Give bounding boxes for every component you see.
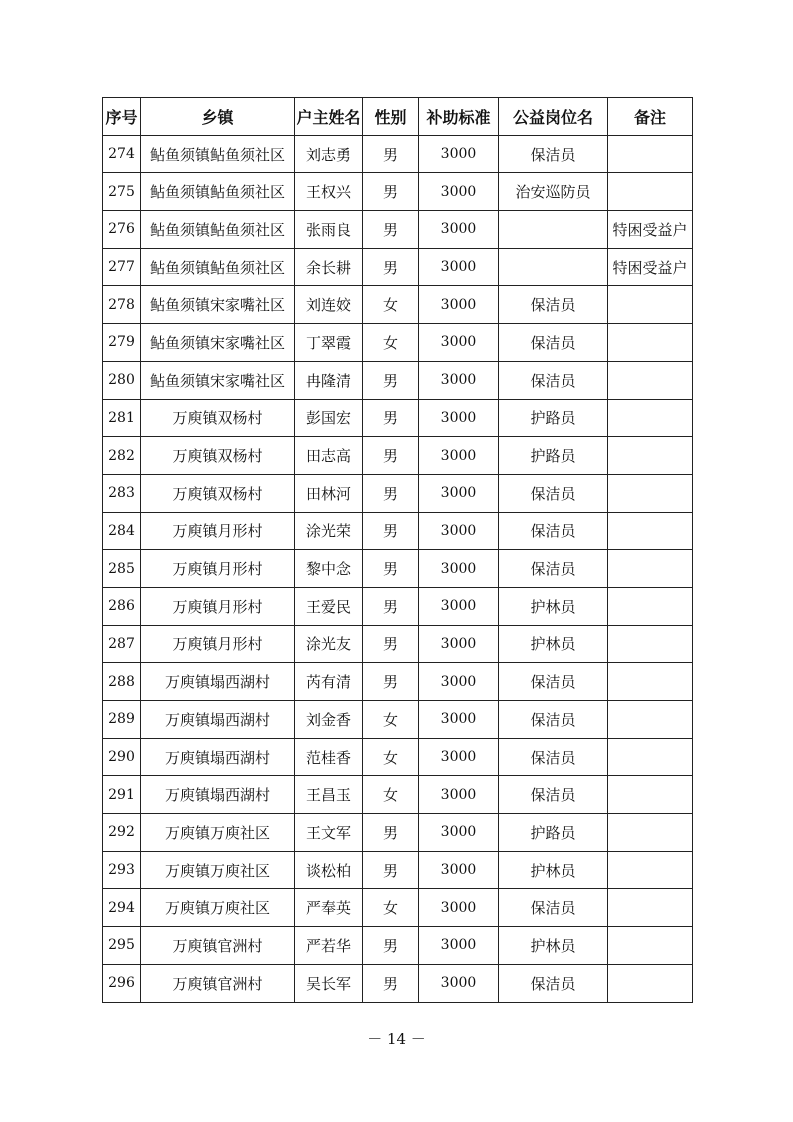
cell-col-position: 保洁员: [499, 135, 608, 173]
cell-col-gender: 女: [363, 738, 419, 776]
table-row: [103, 851, 693, 889]
cell-col-remarks: [608, 550, 693, 588]
cell-col-town: 万庾镇万庾社区: [141, 814, 295, 852]
cell-col-position: [499, 248, 608, 286]
cell-col-subsidy: 3000: [419, 550, 499, 588]
cell-col-subsidy: 3000: [419, 701, 499, 739]
cell-col-town: 鲇鱼须镇鲇鱼须社区: [141, 173, 295, 211]
cell-col-subsidy: 3000: [419, 437, 499, 475]
cell-col-remarks: [608, 889, 693, 927]
cell-col-subsidy: 3000: [419, 211, 499, 249]
cell-col-position: 保洁员: [499, 324, 608, 362]
cell-col-index: 274: [103, 135, 141, 173]
cell-col-householder: 丁翠霞: [295, 324, 363, 362]
cell-col-index: 290: [103, 738, 141, 776]
table-row: [103, 173, 693, 211]
cell-col-remarks: [608, 663, 693, 701]
cell-col-subsidy: 3000: [419, 776, 499, 814]
header-col-gender: 性别: [363, 98, 419, 136]
cell-col-position: 保洁员: [499, 663, 608, 701]
cell-col-index: 280: [103, 361, 141, 399]
table-row: [103, 701, 693, 739]
cell-col-householder: 谈松柏: [295, 851, 363, 889]
cell-col-position: 护路员: [499, 814, 608, 852]
cell-col-position: 保洁员: [499, 738, 608, 776]
cell-col-subsidy: 3000: [419, 738, 499, 776]
header-col-position: 公益岗位名: [499, 98, 608, 136]
cell-col-index: 292: [103, 814, 141, 852]
cell-col-gender: 女: [363, 701, 419, 739]
cell-col-remarks: [608, 399, 693, 437]
cell-col-subsidy: 3000: [419, 625, 499, 663]
cell-col-gender: 男: [363, 587, 419, 625]
cell-col-gender: 女: [363, 286, 419, 324]
cell-col-remarks: [608, 437, 693, 475]
cell-col-position: 保洁员: [499, 474, 608, 512]
cell-col-gender: 男: [363, 135, 419, 173]
cell-col-subsidy: 3000: [419, 927, 499, 965]
cell-col-remarks: [608, 135, 693, 173]
table-row: [103, 587, 693, 625]
cell-col-index: 277: [103, 248, 141, 286]
table-row: [103, 324, 693, 362]
cell-col-index: 275: [103, 173, 141, 211]
cell-col-index: 276: [103, 211, 141, 249]
cell-col-position: 护路员: [499, 437, 608, 475]
cell-col-town: 万庾镇塌西湖村: [141, 663, 295, 701]
cell-col-position: 保洁员: [499, 361, 608, 399]
cell-col-remarks: [608, 625, 693, 663]
cell-col-index: 284: [103, 512, 141, 550]
table-row: [103, 437, 693, 475]
cell-col-index: 287: [103, 625, 141, 663]
header-col-householder: 户主姓名: [295, 98, 363, 136]
cell-col-remarks: [608, 474, 693, 512]
cell-col-index: 293: [103, 851, 141, 889]
cell-col-remarks: [608, 814, 693, 852]
table-row: [103, 512, 693, 550]
cell-col-index: 282: [103, 437, 141, 475]
table-row: [103, 399, 693, 437]
cell-col-gender: 男: [363, 814, 419, 852]
cell-col-subsidy: 3000: [419, 512, 499, 550]
cell-col-remarks: [608, 851, 693, 889]
cell-col-position: 护林员: [499, 587, 608, 625]
table-row: [103, 286, 693, 324]
header-col-remarks: 备注: [608, 98, 693, 136]
cell-col-index: 289: [103, 701, 141, 739]
table-row: [103, 814, 693, 852]
cell-col-town: 万庾镇塌西湖村: [141, 738, 295, 776]
table-row: [103, 550, 693, 588]
cell-col-remarks: [608, 927, 693, 965]
table-row: [103, 248, 693, 286]
cell-col-remarks: 特困受益户: [608, 211, 693, 249]
cell-col-subsidy: 3000: [419, 324, 499, 362]
cell-col-town: 万庾镇万庾社区: [141, 889, 295, 927]
cell-col-index: 296: [103, 964, 141, 1002]
cell-col-index: 294: [103, 889, 141, 927]
table-row: [103, 927, 693, 965]
table-row: [103, 776, 693, 814]
cell-col-position: 护林员: [499, 625, 608, 663]
table-row: [103, 889, 693, 927]
cell-col-index: 291: [103, 776, 141, 814]
cell-col-index: 288: [103, 663, 141, 701]
cell-col-position: 保洁员: [499, 964, 608, 1002]
cell-col-subsidy: 3000: [419, 474, 499, 512]
cell-col-town: 鲇鱼须镇宋家嘴社区: [141, 361, 295, 399]
cell-col-householder: 范桂香: [295, 738, 363, 776]
cell-col-householder: 王爱民: [295, 587, 363, 625]
cell-col-position: 护林员: [499, 851, 608, 889]
cell-col-subsidy: 3000: [419, 248, 499, 286]
cell-col-remarks: [608, 587, 693, 625]
cell-col-town: 万庾镇官洲村: [141, 964, 295, 1002]
cell-col-remarks: [608, 361, 693, 399]
cell-col-remarks: [608, 776, 693, 814]
header-col-subsidy: 补助标准: [419, 98, 499, 136]
cell-col-gender: 男: [363, 663, 419, 701]
cell-col-remarks: [608, 512, 693, 550]
cell-col-remarks: [608, 738, 693, 776]
cell-col-subsidy: 3000: [419, 587, 499, 625]
cell-col-householder: 田志高: [295, 437, 363, 475]
cell-col-gender: 男: [363, 437, 419, 475]
cell-col-subsidy: 3000: [419, 663, 499, 701]
table-row: [103, 135, 693, 173]
cell-col-position: 保洁员: [499, 550, 608, 588]
cell-col-position: 护路员: [499, 399, 608, 437]
cell-col-subsidy: 3000: [419, 286, 499, 324]
cell-col-gender: 女: [363, 776, 419, 814]
cell-col-subsidy: 3000: [419, 964, 499, 1002]
cell-col-subsidy: 3000: [419, 399, 499, 437]
cell-col-town: 万庾镇月形村: [141, 587, 295, 625]
cell-col-index: 285: [103, 550, 141, 588]
cell-col-index: 279: [103, 324, 141, 362]
cell-col-householder: 刘连姣: [295, 286, 363, 324]
table-header-row: [103, 98, 693, 136]
cell-col-town: 鲇鱼须镇鲇鱼须社区: [141, 211, 295, 249]
cell-col-index: 278: [103, 286, 141, 324]
cell-col-position: 治安巡防员: [499, 173, 608, 211]
cell-col-position: 保洁员: [499, 701, 608, 739]
cell-col-subsidy: 3000: [419, 814, 499, 852]
cell-col-gender: 男: [363, 361, 419, 399]
cell-col-gender: 男: [363, 211, 419, 249]
cell-col-householder: 张雨良: [295, 211, 363, 249]
table-row: [103, 738, 693, 776]
cell-col-town: 万庾镇月形村: [141, 625, 295, 663]
cell-col-householder: 刘志勇: [295, 135, 363, 173]
cell-col-subsidy: 3000: [419, 135, 499, 173]
page-number: － 14 －: [367, 1030, 426, 1048]
cell-col-gender: 男: [363, 964, 419, 1002]
cell-col-householder: 芮有清: [295, 663, 363, 701]
cell-col-householder: 黎中念: [295, 550, 363, 588]
cell-col-remarks: [608, 324, 693, 362]
cell-col-position: 护林员: [499, 927, 608, 965]
header-col-town: 乡镇: [141, 98, 295, 136]
cell-col-householder: 涂光友: [295, 625, 363, 663]
cell-col-householder: 冉隆清: [295, 361, 363, 399]
cell-col-householder: 王昌玉: [295, 776, 363, 814]
cell-col-town: 万庾镇双杨村: [141, 399, 295, 437]
table-row: [103, 663, 693, 701]
cell-col-town: 鲇鱼须镇鲇鱼须社区: [141, 248, 295, 286]
cell-col-gender: 男: [363, 625, 419, 663]
cell-col-householder: 严若华: [295, 927, 363, 965]
cell-col-gender: 男: [363, 248, 419, 286]
cell-col-gender: 女: [363, 324, 419, 362]
cell-col-householder: 吴长军: [295, 964, 363, 1002]
beneficiary-table: [102, 97, 693, 1003]
cell-col-householder: 余长耕: [295, 248, 363, 286]
cell-col-householder: 王权兴: [295, 173, 363, 211]
cell-col-subsidy: 3000: [419, 361, 499, 399]
cell-col-index: 295: [103, 927, 141, 965]
cell-col-town: 万庾镇塌西湖村: [141, 701, 295, 739]
cell-col-position: 保洁员: [499, 776, 608, 814]
cell-col-subsidy: 3000: [419, 889, 499, 927]
cell-col-householder: 王文军: [295, 814, 363, 852]
cell-col-householder: 刘金香: [295, 701, 363, 739]
cell-col-gender: 男: [363, 173, 419, 211]
cell-col-town: 万庾镇月形村: [141, 512, 295, 550]
cell-col-position: 保洁员: [499, 286, 608, 324]
header-col-index: 序号: [103, 98, 141, 136]
cell-col-gender: 男: [363, 399, 419, 437]
cell-col-householder: 涂光荣: [295, 512, 363, 550]
table-row: [103, 625, 693, 663]
cell-col-subsidy: 3000: [419, 851, 499, 889]
cell-col-position: 保洁员: [499, 889, 608, 927]
cell-col-gender: 男: [363, 512, 419, 550]
cell-col-town: 万庾镇双杨村: [141, 474, 295, 512]
cell-col-position: [499, 211, 608, 249]
cell-col-town: 万庾镇官洲村: [141, 927, 295, 965]
cell-col-town: 万庾镇塌西湖村: [141, 776, 295, 814]
cell-col-town: 万庾镇万庾社区: [141, 851, 295, 889]
cell-col-gender: 女: [363, 889, 419, 927]
table-body: [103, 135, 693, 1002]
cell-col-position: 保洁员: [499, 512, 608, 550]
table-row: [103, 361, 693, 399]
cell-col-gender: 男: [363, 851, 419, 889]
cell-col-gender: 男: [363, 474, 419, 512]
cell-col-remarks: [608, 964, 693, 1002]
cell-col-remarks: [608, 701, 693, 739]
cell-col-householder: 田林河: [295, 474, 363, 512]
cell-col-remarks: [608, 173, 693, 211]
table-row: [103, 474, 693, 512]
cell-col-town: 鲇鱼须镇宋家嘴社区: [141, 286, 295, 324]
table-row: [103, 964, 693, 1002]
cell-col-gender: 男: [363, 927, 419, 965]
cell-col-town: 鲇鱼须镇宋家嘴社区: [141, 324, 295, 362]
cell-col-town: 万庾镇双杨村: [141, 437, 295, 475]
cell-col-town: 万庾镇月形村: [141, 550, 295, 588]
cell-col-remarks: [608, 286, 693, 324]
cell-col-town: 鲇鱼须镇鲇鱼须社区: [141, 135, 295, 173]
cell-col-remarks: 特困受益户: [608, 248, 693, 286]
cell-col-index: 281: [103, 399, 141, 437]
cell-col-subsidy: 3000: [419, 173, 499, 211]
cell-col-index: 286: [103, 587, 141, 625]
table-row: [103, 211, 693, 249]
cell-col-householder: 严奉英: [295, 889, 363, 927]
cell-col-index: 283: [103, 474, 141, 512]
cell-col-householder: 彭国宏: [295, 399, 363, 437]
cell-col-gender: 男: [363, 550, 419, 588]
